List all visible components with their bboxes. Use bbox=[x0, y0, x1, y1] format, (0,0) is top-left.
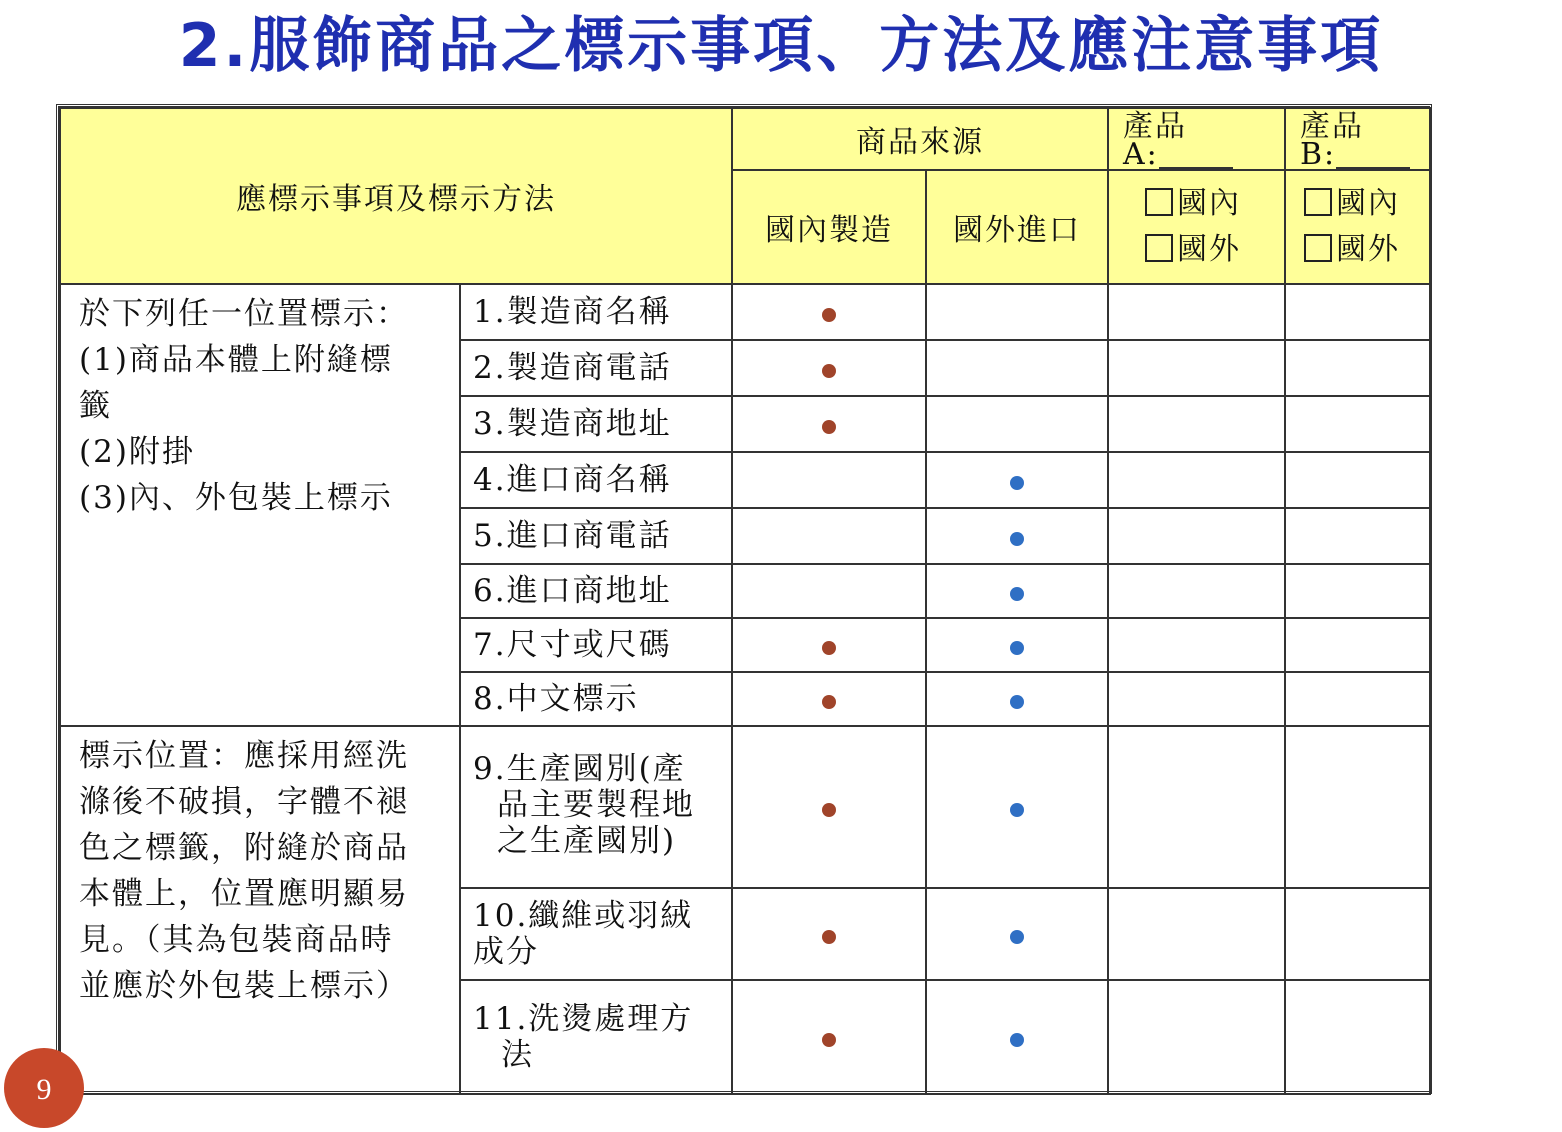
imported-cell bbox=[926, 980, 1108, 1094]
domestic-marker-dot bbox=[822, 420, 836, 434]
item-label: 6.進口商地址 bbox=[460, 564, 732, 618]
imported-marker-dot bbox=[1010, 641, 1024, 655]
product-a-cell[interactable] bbox=[1108, 618, 1285, 672]
imported-cell bbox=[926, 672, 1108, 726]
domestic-cell bbox=[732, 396, 926, 452]
product-b-label: B: bbox=[1300, 137, 1337, 172]
item-label bbox=[460, 726, 732, 888]
product-b-title: 產品 bbox=[1300, 109, 1364, 144]
domestic-cell bbox=[732, 508, 926, 564]
checkbox-b-domestic[interactable] bbox=[1304, 188, 1332, 216]
product-b-cell[interactable] bbox=[1285, 672, 1430, 726]
header-product-b bbox=[1285, 108, 1430, 170]
product-a-cell[interactable] bbox=[1108, 564, 1285, 618]
header-product-source: 商品來源 bbox=[732, 108, 1108, 170]
domestic-marker-dot bbox=[822, 308, 836, 322]
imported-cell bbox=[926, 508, 1108, 564]
page-title: 2.服飾商品之標示事項、方法及應注意事項 bbox=[178, 11, 1384, 81]
checkbox-a-domestic-label: 國內 bbox=[1177, 186, 1241, 221]
domestic-cell bbox=[732, 340, 926, 396]
product-a-cell[interactable] bbox=[1108, 396, 1285, 452]
product-a-cell[interactable] bbox=[1108, 340, 1285, 396]
domestic-marker-dot bbox=[822, 364, 836, 378]
product-a-cell[interactable] bbox=[1108, 980, 1285, 1094]
item-label: 1.製造商名稱 bbox=[460, 284, 732, 340]
domestic-cell bbox=[732, 452, 926, 508]
checkbox-b-domestic-label: 國內 bbox=[1336, 186, 1400, 221]
domestic-marker-dot bbox=[822, 641, 836, 655]
domestic-cell bbox=[732, 618, 926, 672]
checkbox-a-foreign[interactable] bbox=[1145, 234, 1173, 262]
domestic-marker-dot bbox=[822, 803, 836, 817]
condition-line: 於下列任一位置標示： bbox=[79, 296, 409, 332]
header-product-a bbox=[1108, 108, 1285, 170]
imported-cell bbox=[926, 396, 1108, 452]
product-a-cell[interactable] bbox=[1108, 508, 1285, 564]
item-label-line: 11.洗燙處理方 bbox=[473, 1001, 694, 1037]
labeling-table bbox=[56, 104, 1432, 1094]
product-a-origin bbox=[1108, 170, 1285, 284]
checkbox-a-domestic[interactable] bbox=[1145, 188, 1173, 216]
product-b-cell[interactable] bbox=[1285, 726, 1430, 888]
imported-cell bbox=[926, 618, 1108, 672]
item-label: 2.製造商電話 bbox=[460, 340, 732, 396]
checkbox-a-foreign-label: 國外 bbox=[1177, 232, 1241, 267]
domestic-marker-dot bbox=[822, 930, 836, 944]
page-number-badge: 9 bbox=[4, 1048, 84, 1128]
product-b-cell[interactable] bbox=[1285, 508, 1430, 564]
condition-line: 本體上，位置應明顯易 bbox=[79, 876, 409, 912]
imported-marker-dot bbox=[1010, 930, 1024, 944]
domestic-marker-dot bbox=[822, 1033, 836, 1047]
imported-marker-dot bbox=[1010, 803, 1024, 817]
header-imported: 國外進口 bbox=[926, 170, 1108, 284]
product-a-cell[interactable] bbox=[1108, 726, 1285, 888]
imported-cell bbox=[926, 888, 1108, 980]
item-label-line: 品主要製程地 bbox=[497, 787, 695, 823]
product-a-cell[interactable] bbox=[1108, 672, 1285, 726]
product-b-cell[interactable] bbox=[1285, 284, 1430, 340]
product-a-label: A: bbox=[1123, 137, 1159, 172]
product-a-title: 產品 bbox=[1123, 109, 1187, 144]
domestic-cell bbox=[732, 284, 926, 340]
product-b-cell[interactable] bbox=[1285, 618, 1430, 672]
item-label: 8.中文標示 bbox=[460, 672, 732, 726]
product-b-cell[interactable] bbox=[1285, 452, 1430, 508]
domestic-cell bbox=[732, 726, 926, 888]
imported-marker-dot bbox=[1010, 587, 1024, 601]
condition-line: (2)附掛 bbox=[79, 434, 195, 470]
item-label-line: 10.纖維或羽絨 bbox=[473, 898, 694, 934]
product-b-origin bbox=[1285, 170, 1430, 284]
condition-line: 標示位置：應採用經洗 bbox=[79, 738, 409, 774]
imported-marker-dot bbox=[1010, 695, 1024, 709]
checkbox-b-foreign-label: 國外 bbox=[1336, 232, 1400, 267]
condition-line: 見。（其為包裝商品時 bbox=[79, 922, 394, 958]
item-label-line: 法 bbox=[501, 1037, 534, 1073]
header-required-items: 應標示事項及標示方法 bbox=[60, 108, 732, 284]
imported-cell bbox=[926, 284, 1108, 340]
imported-marker-dot bbox=[1010, 1033, 1024, 1047]
domestic-cell bbox=[732, 672, 926, 726]
condition-line: 並應於外包裝上標示） bbox=[79, 968, 409, 1004]
condition-line: (3)內、外包裝上標示 bbox=[79, 480, 393, 516]
imported-cell bbox=[926, 726, 1108, 888]
item-label: 4.進口商名稱 bbox=[460, 452, 732, 508]
condition-line: 籤 bbox=[79, 388, 112, 424]
condition-label-placement bbox=[60, 726, 460, 1094]
imported-cell bbox=[926, 340, 1108, 396]
imported-cell bbox=[926, 452, 1108, 508]
condition-position-options bbox=[60, 284, 460, 726]
product-b-cell[interactable] bbox=[1285, 564, 1430, 618]
product-b-cell[interactable] bbox=[1285, 340, 1430, 396]
product-b-cell[interactable] bbox=[1285, 396, 1430, 452]
checkbox-b-foreign[interactable] bbox=[1304, 234, 1332, 262]
item-label-line: 9.生產國別(產 bbox=[473, 751, 686, 787]
item-label bbox=[460, 888, 732, 980]
product-b-blank[interactable] bbox=[1336, 143, 1410, 169]
item-label: 5.進口商電話 bbox=[460, 508, 732, 564]
item-label: 7.尺寸或尺碼 bbox=[460, 618, 732, 672]
product-a-blank[interactable] bbox=[1159, 143, 1233, 169]
domestic-cell bbox=[732, 888, 926, 980]
product-b-cell[interactable] bbox=[1285, 888, 1430, 980]
domestic-cell bbox=[732, 980, 926, 1094]
imported-marker-dot bbox=[1010, 532, 1024, 546]
header-domestic-made: 國內製造 bbox=[732, 170, 926, 284]
item-label-line: 成分 bbox=[473, 934, 539, 970]
table-row bbox=[60, 726, 1430, 888]
domestic-marker-dot bbox=[822, 695, 836, 709]
product-a-cell[interactable] bbox=[1108, 452, 1285, 508]
item-label bbox=[460, 980, 732, 1094]
imported-cell bbox=[926, 564, 1108, 618]
imported-marker-dot bbox=[1010, 476, 1024, 490]
table-row bbox=[60, 284, 1430, 340]
product-a-cell[interactable] bbox=[1108, 284, 1285, 340]
condition-line: 滌後不破損，字體不褪 bbox=[79, 784, 409, 820]
item-label: 3.製造商地址 bbox=[460, 396, 732, 452]
condition-line: (1)商品本體上附縫標 bbox=[79, 342, 393, 378]
condition-line: 色之標籤，附縫於商品 bbox=[79, 830, 409, 866]
product-a-cell[interactable] bbox=[1108, 888, 1285, 980]
product-b-cell[interactable] bbox=[1285, 980, 1430, 1094]
item-label-line: 之生產國別) bbox=[497, 823, 677, 859]
domestic-cell bbox=[732, 564, 926, 618]
